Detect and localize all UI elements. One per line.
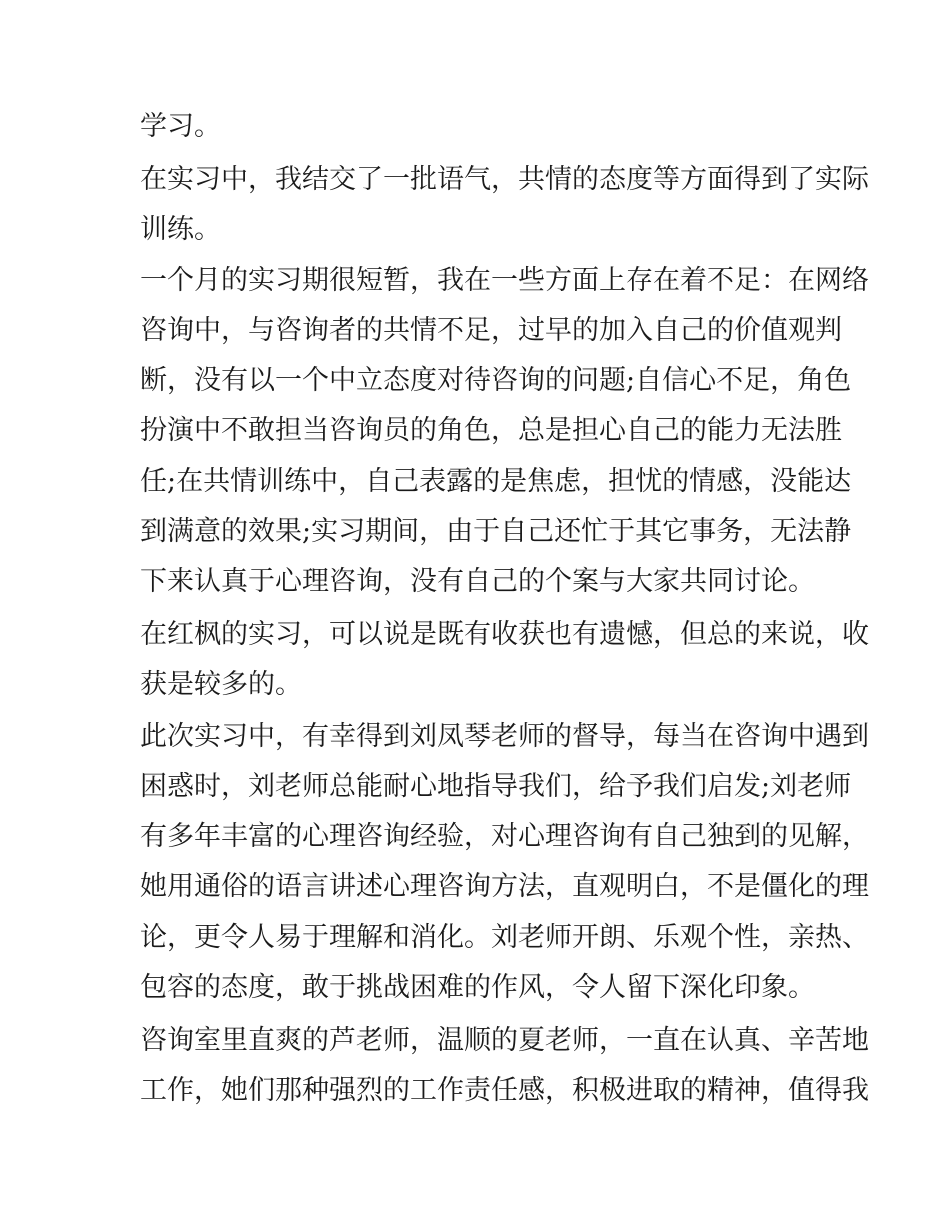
text-line: 任;在共情训练中，自己表露的是焦虑，担忧的情感，没能达 — [140, 466, 852, 497]
text-line: 此次实习中，有幸得到刘凤琴老师的督导，每当在咨询中遇到 — [140, 721, 869, 752]
text-line: 她用通俗的语言讲述心理咨询方法，直观明白，不是僵化的理 — [140, 871, 869, 902]
text-line: 有多年丰富的心理咨询经验，对心理咨询有自己独到的见解， — [140, 821, 869, 852]
text-line: 一个月的实习期很短暂，我在一些方面上存在着不足：在网络 — [140, 265, 869, 296]
text-line: 在红枫的实习，可以说是既有收获也有遗憾，但总的来说，收 — [140, 619, 869, 650]
text-line: 到满意的效果;实习期间，由于自己还忙于其它事务，无法静 — [140, 516, 852, 547]
text-line: 论，更令人易于理解和消化。刘老师开朗、乐观个性，亲热、 — [140, 922, 869, 953]
text-line: 学习。 — [140, 111, 221, 142]
text-line: 扮演中不敢担当咨询员的角色，总是担心自己的能力无法胜 — [140, 415, 842, 446]
text-line: 获是较多的。 — [140, 669, 302, 700]
text-line: 困惑时，刘老师总能耐心地指导我们，给予我们启发;刘老师 — [140, 771, 852, 802]
text-line: 咨询室里直爽的芦老师，温顺的夏老师，一直在认真、辛苦地 — [140, 1025, 869, 1056]
text-line: 包容的态度，敢于挑战困难的作风，令人留下深化印象。 — [140, 972, 815, 1003]
text-line: 下来认真于心理咨询，没有自己的个案与大家共同讨论。 — [140, 566, 815, 597]
text-line: 工作，她们那种强烈的工作责任感，积极进取的精神，值得我 — [140, 1075, 869, 1106]
text-line: 在实习中，我结交了一批语气，共情的态度等方面得到了实际 — [140, 164, 869, 195]
text-line: 咨询中，与咨询者的共情不足，过早的加入自己的价值观判 — [140, 315, 842, 346]
text-line: 训练。 — [140, 214, 221, 245]
text-line: 断，没有以一个中立态度对待咨询的问题;自信心不足，角色 — [140, 365, 852, 396]
